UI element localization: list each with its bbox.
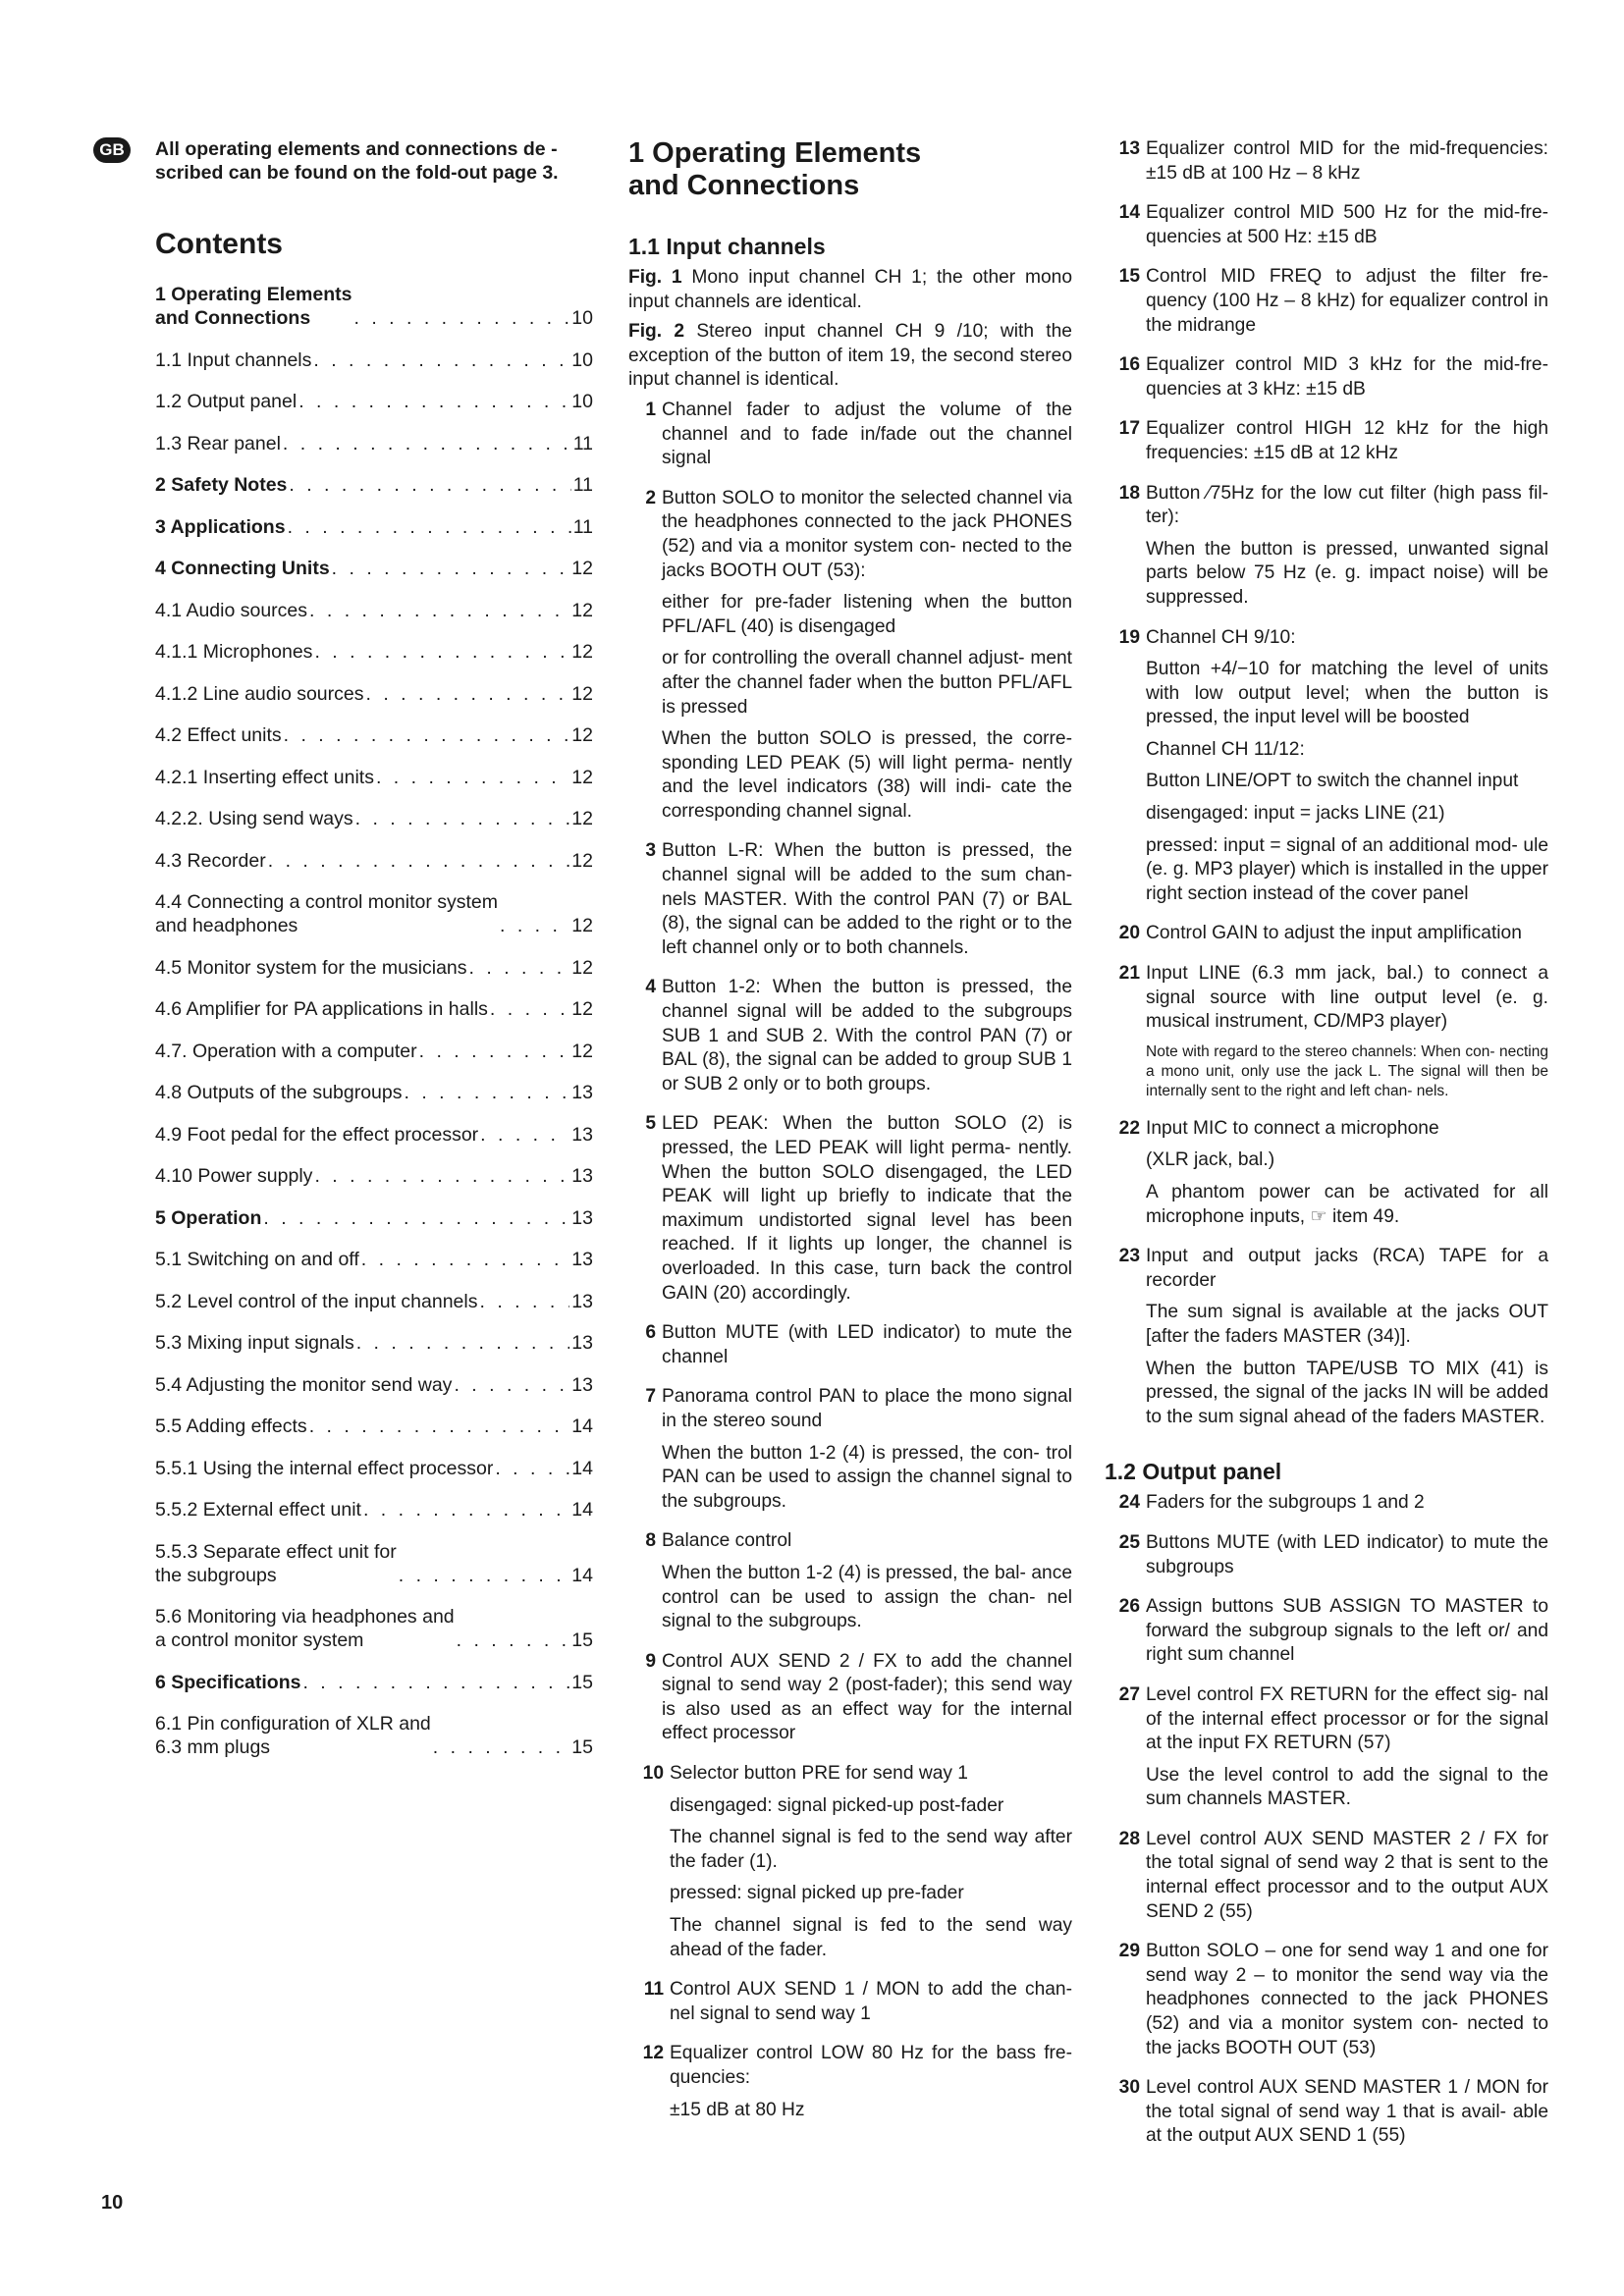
toc-entry-title: 1 Operating Elements and Connections bbox=[155, 284, 352, 329]
toc-entry-page: 11 bbox=[572, 432, 593, 454]
item-body bbox=[1146, 1531, 1548, 1587]
toc-entry-title: 5.3 Mixing input signals bbox=[155, 1332, 354, 1354]
toc-entry-title: 4.10 Power supply bbox=[155, 1165, 313, 1187]
item-number: 6 bbox=[645, 1322, 656, 1344]
toc-entry-title: 1.1 Input channels bbox=[155, 348, 312, 371]
toc-entry[interactable] bbox=[155, 890, 593, 937]
toc-entry-page: 12 bbox=[571, 808, 593, 829]
item-number: 5 bbox=[645, 1113, 656, 1135]
toc-leader bbox=[309, 599, 569, 622]
toc-entry-title: 4.1 Audio sources bbox=[155, 599, 308, 621]
toc-entry-title: 5.4 Adjusting the monitor send way bbox=[155, 1373, 453, 1396]
contents-column bbox=[90, 137, 596, 1778]
language-badge: GB bbox=[93, 137, 131, 163]
toc-entry[interactable] bbox=[155, 997, 593, 1021]
toc-entry-title: 4.3 Recorder bbox=[155, 849, 266, 872]
item-paragraph: Button +4/−10 for matching the level of units with low output level; when the button is pressed, the input level will be boosted bbox=[1146, 659, 1548, 728]
toc-leader bbox=[490, 997, 569, 1021]
toc-entry[interactable] bbox=[155, 1123, 593, 1147]
item-body bbox=[670, 2042, 1072, 2130]
item-paragraph: Balance control bbox=[662, 1530, 792, 1552]
item-body bbox=[1146, 137, 1548, 193]
item-list bbox=[628, 399, 1072, 2130]
item-number: 26 bbox=[1118, 1596, 1140, 1618]
toc-entry-title: 5.5.1 Using the internal effect processor bbox=[155, 1457, 494, 1479]
item-number: 9 bbox=[645, 1650, 656, 1672]
item-body bbox=[1146, 353, 1548, 409]
toc-entry-page: 15 bbox=[571, 1671, 593, 1693]
item-9 bbox=[628, 1650, 1072, 1754]
item-paragraph: either for pre-fader listening when the button PFL/AFL (40) is disengaged bbox=[662, 592, 1072, 637]
item-number: 15 bbox=[1118, 266, 1140, 288]
toc-entry[interactable] bbox=[155, 1712, 593, 1759]
toc-entry-page: 12 bbox=[571, 998, 593, 1020]
toc-leader bbox=[361, 1248, 570, 1271]
item-paragraph: disengaged: input = jacks LINE (21) bbox=[1146, 803, 1445, 825]
fig2-caption: Fig. 2 Stereo input channel CH 9 /10; with the exception of the button of item 19, the second stereo input channel is identical. bbox=[628, 321, 1072, 391]
item-number: 29 bbox=[1118, 1941, 1140, 1962]
toc-entry[interactable] bbox=[155, 956, 593, 980]
item-paragraph: Equalizer control MID 3 kHz for the mid-fre- quencies at 3 kHz: ±15 dB bbox=[1146, 354, 1548, 400]
operating-elements-column-2 bbox=[1105, 137, 1548, 2164]
item-paragraph: pressed: signal picked up pre-fader bbox=[670, 1883, 964, 1904]
toc-entry[interactable] bbox=[155, 348, 593, 372]
operating-elements-column bbox=[628, 137, 1072, 2138]
item-body bbox=[1146, 1117, 1548, 1237]
item-25 bbox=[1105, 1531, 1548, 1587]
toc-entry-page: 13 bbox=[571, 1249, 593, 1270]
item-1 bbox=[628, 399, 1072, 479]
toc-entry-page: 12 bbox=[571, 1040, 593, 1062]
toc-entry-page: 12 bbox=[571, 956, 593, 979]
item-list bbox=[1105, 1491, 1548, 2157]
item-paragraph: Channel fader to adjust the volume of the channel and to fade in/fade out the channel signal bbox=[662, 399, 1072, 469]
toc-entry[interactable] bbox=[155, 766, 593, 789]
toc-entry-title: 5.5.3 Separate effect unit for the subgroups bbox=[155, 1540, 397, 1586]
item-6 bbox=[628, 1321, 1072, 1377]
toc-leader bbox=[433, 1735, 570, 1759]
item-3 bbox=[628, 839, 1072, 968]
item-paragraph: When the button is pressed, unwanted signal parts below 75 Hz (e. g. impact noise) will be suppressed. bbox=[1146, 538, 1548, 608]
item-paragraph: Use the level control to add the signal to the sum channels MASTER. bbox=[1146, 1764, 1548, 1810]
toc-entry-page: 12 bbox=[571, 641, 593, 663]
toc-entry-page: 12 bbox=[571, 915, 593, 936]
toc-entry[interactable] bbox=[155, 1040, 593, 1063]
toc-entry-page: 14 bbox=[571, 1457, 593, 1479]
toc-entry-page: 12 bbox=[571, 766, 593, 788]
toc-entry-page: 15 bbox=[571, 1629, 593, 1651]
item-body bbox=[662, 1650, 1072, 1754]
item-number: 20 bbox=[1118, 923, 1140, 944]
item-paragraph: Equalizer control HIGH 12 kHz for the high frequencies: ±15 dB at 12 kHz bbox=[1146, 418, 1548, 463]
item-body bbox=[1146, 1940, 1548, 2068]
toc-entry[interactable] bbox=[155, 1248, 593, 1271]
toc-entry-title: 5.2 Level control of the input channels bbox=[155, 1290, 478, 1312]
item-paragraph: A phantom power can be activated for all microphone inputs, ☞ item 49. bbox=[1146, 1182, 1548, 1227]
item-number: 28 bbox=[1118, 1828, 1140, 1849]
item-paragraph: Button ⁄75Hz for the low cut filter (high pass fil- ter): bbox=[1146, 482, 1548, 528]
toc-entry[interactable] bbox=[155, 723, 593, 747]
toc-leader bbox=[314, 1164, 569, 1188]
contents-title: Contents bbox=[155, 228, 283, 260]
toc-leader bbox=[332, 557, 570, 580]
toc-entry-page: 14 bbox=[571, 1499, 593, 1521]
toc-entry[interactable] bbox=[155, 557, 593, 580]
item-paragraph: Buttons MUTE (with LED indicator) to mute the subgroups bbox=[1146, 1531, 1548, 1577]
item-paragraph: The sum signal is available at the jacks OUT [after the faders MASTER (34)]. bbox=[1146, 1302, 1548, 1347]
toc-entry-page: 14 bbox=[571, 1564, 593, 1586]
item-number: 12 bbox=[642, 2043, 664, 2064]
item-paragraph: Control GAIN to adjust the input amplification bbox=[1146, 923, 1522, 944]
item-note: Note with regard to the stereo channels: When con- necting a mono unit, only use the jack L. The signal will then be internally sent to the right and left chan- nels. bbox=[1146, 1042, 1548, 1099]
toc-entry-page: 11 bbox=[572, 474, 593, 496]
toc-entry[interactable] bbox=[155, 1605, 593, 1652]
toc-entry-page: 13 bbox=[571, 1332, 593, 1354]
item-body bbox=[662, 1321, 1072, 1377]
item-number: 7 bbox=[645, 1386, 656, 1408]
item-number: 25 bbox=[1118, 1531, 1140, 1553]
toc-leader bbox=[263, 1206, 569, 1230]
toc-leader bbox=[355, 807, 570, 830]
item-paragraph: Channel CH 11/12: bbox=[1146, 738, 1305, 760]
toc-entry[interactable] bbox=[155, 1415, 593, 1438]
toc-entry[interactable] bbox=[155, 473, 593, 497]
item-body bbox=[662, 1112, 1072, 1313]
toc-entry-title: 4.8 Outputs of the subgroups bbox=[155, 1082, 403, 1103]
toc-entry-page: 11 bbox=[572, 515, 593, 538]
toc-entry-title: 5 Operation bbox=[155, 1206, 262, 1229]
item-paragraph: Input MIC to connect a microphone bbox=[1146, 1117, 1439, 1139]
item-number: 22 bbox=[1118, 1117, 1140, 1139]
item-paragraph: Selector button PRE for send way 1 bbox=[670, 1763, 968, 1785]
toc-leader bbox=[314, 640, 569, 664]
item-paragraph: Equalizer control LOW 80 Hz for the bass fre- quencies: bbox=[670, 2043, 1072, 2088]
item-number: 1 bbox=[645, 399, 656, 420]
item-number: 16 bbox=[1118, 354, 1140, 376]
toc-leader bbox=[480, 1123, 569, 1147]
toc-entry[interactable] bbox=[155, 1373, 593, 1397]
item-number: 21 bbox=[1118, 963, 1140, 985]
item-body bbox=[1146, 265, 1548, 346]
item-2 bbox=[628, 487, 1072, 832]
item-28 bbox=[1105, 1828, 1548, 1932]
toc-leader bbox=[479, 1290, 569, 1313]
toc-entry-page: 13 bbox=[571, 1082, 593, 1103]
item-number: 19 bbox=[1118, 626, 1140, 648]
item-number: 11 bbox=[643, 1979, 664, 2001]
item-26 bbox=[1105, 1595, 1548, 1676]
item-29 bbox=[1105, 1940, 1548, 2068]
toc-leader bbox=[457, 1629, 570, 1652]
item-paragraph: Control MID FREQ to adjust the filter fre- quency (100 Hz – 8 kHz) for equalizer control in the midrange bbox=[1146, 266, 1548, 336]
toc-leader bbox=[405, 1081, 570, 1104]
toc-leader bbox=[353, 306, 569, 330]
toc-entry[interactable] bbox=[155, 599, 593, 622]
item-23 bbox=[1105, 1245, 1548, 1437]
item-paragraph: Equalizer control MID 500 Hz for the mid-fre- quencies at 500 Hz: ±15 dB bbox=[1146, 202, 1548, 247]
item-number: 3 bbox=[645, 840, 656, 862]
subsection-input-channels: 1.1 Input channels bbox=[628, 234, 826, 259]
item-number: 27 bbox=[1118, 1683, 1140, 1705]
item-paragraph: Panorama control PAN to place the mono signal in the stereo sound bbox=[662, 1386, 1072, 1431]
toc-leader bbox=[454, 1373, 569, 1397]
toc-entry-page: 13 bbox=[571, 1373, 593, 1396]
item-body bbox=[1146, 1595, 1548, 1676]
item-body bbox=[662, 399, 1072, 479]
toc-leader bbox=[356, 1331, 570, 1355]
item-paragraph: The channel signal is fed to the send way ahead of the fader. bbox=[670, 1915, 1072, 1960]
item-paragraph: Control AUX SEND 2 / FX to add the channel signal to send way 2 (post-fader); this send way is also used as an effect way for the internal effect processor bbox=[662, 1650, 1072, 1744]
toc-entry-page: 13 bbox=[571, 1290, 593, 1312]
item-body bbox=[1146, 417, 1548, 473]
toc-entry-page: 10 bbox=[571, 307, 593, 329]
toc-entry-page: 14 bbox=[571, 1415, 593, 1437]
item-paragraph: When the button 1-2 (4) is pressed, the bal- ance control can be used to assign the chan- nel signal to the subgroups. bbox=[662, 1562, 1072, 1632]
toc-leader bbox=[376, 766, 569, 789]
toc-entry-title: 5.5 Adding effects bbox=[155, 1415, 307, 1437]
toc-entry[interactable] bbox=[155, 1164, 593, 1188]
toc-entry-title: 6 Specifications bbox=[155, 1671, 301, 1693]
toc-entry[interactable] bbox=[155, 1498, 593, 1522]
item-24 bbox=[1105, 1491, 1548, 1523]
item-paragraph: Level control FX RETURN for the effect sig- nal of the internal effect processor or for the signal at the input FX RETURN (57) bbox=[1146, 1683, 1548, 1754]
item-paragraph: pressed: input = signal of an additional mod- ule (e. g. MP3 player) which is installed in the upper right section instead of the cover panel bbox=[1146, 834, 1548, 904]
item-30 bbox=[1105, 2076, 1548, 2157]
toc-entry-title: 1.2 Output panel bbox=[155, 391, 298, 412]
toc-entry-title: 5.6 Monitoring via headphones and a control monitor system bbox=[155, 1606, 455, 1651]
item-body bbox=[662, 839, 1072, 968]
item-17 bbox=[1105, 417, 1548, 473]
item-body bbox=[670, 1978, 1072, 2034]
toc-leader bbox=[399, 1564, 570, 1587]
item-number: 10 bbox=[642, 1763, 664, 1785]
toc-entry-page: 13 bbox=[571, 1123, 593, 1146]
item-20 bbox=[1105, 922, 1548, 954]
item-paragraph: Channel CH 9/10: bbox=[1146, 626, 1296, 648]
section-title: 1 Operating Elements and Connections bbox=[628, 137, 922, 201]
item-15 bbox=[1105, 265, 1548, 346]
item-16 bbox=[1105, 353, 1548, 409]
toc-entry[interactable] bbox=[155, 1540, 593, 1587]
item-paragraph: Button SOLO to monitor the selected channel via the headphones connected to the jack PHONES (52) and via a monitor system con- nected to the jacks BOOTH OUT (53): bbox=[662, 487, 1072, 581]
item-paragraph: Button L-R: When the button is pressed, the channel signal will be added to the sum chan- nels MASTER. With the control PAN (7) or BAL (8), the signal can be added to the right or to the left channel only or to both channels. bbox=[662, 840, 1072, 958]
toc-entry[interactable] bbox=[155, 1331, 593, 1355]
toc-entry-title: 5.5.2 External effect unit bbox=[155, 1499, 361, 1521]
toc-entry-title: 4.4 Connecting a control monitor system and headphones bbox=[155, 891, 499, 936]
item-body bbox=[670, 1762, 1072, 1970]
item-number: 13 bbox=[1118, 138, 1140, 159]
item-number: 8 bbox=[645, 1530, 656, 1552]
item-number: 17 bbox=[1118, 418, 1140, 440]
toc-entry-title: 6.1 Pin configuration of XLR and 6.3 mm plugs bbox=[155, 1713, 431, 1758]
item-22 bbox=[1105, 1117, 1548, 1237]
toc-leader bbox=[302, 1671, 569, 1694]
toc-leader bbox=[289, 473, 570, 497]
toc-entry[interactable] bbox=[155, 807, 593, 830]
item-paragraph: When the button TAPE/USB TO MIX (41) is pressed, the signal of the jacks IN will be added to the sum signal ahead of the faders MASTER. bbox=[1146, 1358, 1548, 1427]
toc-entry[interactable] bbox=[155, 283, 593, 330]
item-paragraph: or for controlling the overall channel adjust- ment after the channel fader when the button PFL/AFL is pressed bbox=[662, 648, 1072, 718]
item-body bbox=[1146, 1245, 1548, 1437]
item-number: 23 bbox=[1118, 1246, 1140, 1267]
item-body bbox=[1146, 962, 1548, 1109]
item-paragraph: Level control AUX SEND MASTER 2 / FX for the total signal of send way 2 that is sent to the internal effect processor and to the output AUX SEND 2 (55) bbox=[1146, 1828, 1548, 1922]
toc-entry-page: 12 bbox=[571, 724, 593, 746]
toc-leader bbox=[298, 390, 569, 413]
toc-entry-title: 4.9 Foot pedal for the effect processor bbox=[155, 1123, 479, 1146]
toc-leader bbox=[268, 849, 570, 873]
toc-entry-page: 10 bbox=[571, 348, 593, 371]
toc-entry-title: 4.2.2. Using send ways bbox=[155, 808, 353, 829]
toc-entry-title: 4.5 Monitor system for the musicians bbox=[155, 956, 467, 979]
subsection-output-panel: 1.2 Output panel bbox=[1105, 1459, 1282, 1485]
toc-entry-title: 2 Safety Notes bbox=[155, 474, 288, 496]
toc-entry-page: 12 bbox=[571, 682, 593, 705]
toc-entry-title: 4.6 Amplifier for PA applications in halls bbox=[155, 998, 488, 1020]
toc-entry-page: 10 bbox=[571, 391, 593, 412]
item-12 bbox=[628, 2042, 1072, 2130]
toc-entry-page: 13 bbox=[571, 1165, 593, 1187]
item-paragraph: Button 1-2: When the button is pressed, the channel signal will be added to the subgroups SUB 1 and SUB 2. With the control PAN (7) or BAL (8), the signal can be added to group SUB 1 or SUB 2 only or to both groups. bbox=[662, 977, 1072, 1095]
toc-entry-title: 4.1.2 Line audio sources bbox=[155, 682, 364, 705]
toc-entry[interactable] bbox=[155, 1081, 593, 1104]
item-number: 30 bbox=[1118, 2077, 1140, 2099]
toc-entry[interactable] bbox=[155, 390, 593, 413]
item-body bbox=[1146, 201, 1548, 257]
toc-entry[interactable] bbox=[155, 1290, 593, 1313]
item-paragraph: The channel signal is fed to the send way after the fader (1). bbox=[670, 1827, 1072, 1872]
toc-leader bbox=[363, 1498, 569, 1522]
item-11 bbox=[628, 1978, 1072, 2034]
toc-leader bbox=[283, 432, 571, 455]
item-list bbox=[1105, 137, 1548, 1437]
toc-leader bbox=[500, 914, 569, 937]
item-number: 14 bbox=[1118, 202, 1140, 224]
item-paragraph: Control AUX SEND 1 / MON to add the chan- nel signal to send way 1 bbox=[670, 1979, 1072, 2024]
item-body bbox=[1146, 922, 1548, 954]
toc-entry[interactable] bbox=[155, 682, 593, 706]
toc-leader bbox=[309, 1415, 570, 1438]
toc-leader bbox=[469, 956, 570, 980]
toc-entry[interactable] bbox=[155, 849, 593, 873]
item-body bbox=[1146, 626, 1548, 915]
toc-entry-title: 4.1.1 Microphones bbox=[155, 641, 313, 663]
item-number: 18 bbox=[1118, 482, 1140, 504]
item-body bbox=[662, 1385, 1072, 1522]
fig1-caption: Fig. 1 Mono input channel CH 1; the other mono input channels are identical. bbox=[628, 267, 1072, 312]
toc-entry-page: 12 bbox=[571, 599, 593, 621]
item-body bbox=[1146, 1683, 1548, 1820]
item-14 bbox=[1105, 201, 1548, 257]
item-body bbox=[662, 1529, 1072, 1641]
item-paragraph: When the button SOLO is pressed, the corre- sponding LED PEAK (5) will light perma- nently and the level indicators (38) will indi- cate the corresponding channel signal. bbox=[662, 728, 1072, 822]
toc-leader bbox=[284, 723, 570, 747]
toc-leader bbox=[313, 348, 569, 372]
item-13 bbox=[1105, 137, 1548, 193]
item-paragraph: Equalizer control MID for the mid-frequencies: ±15 dB at 100 Hz – 8 kHz bbox=[1146, 138, 1548, 184]
toc-entry-title: 3 Applications bbox=[155, 515, 286, 538]
toc-entry-title: 4.7. Operation with a computer bbox=[155, 1040, 417, 1062]
item-paragraph: Button SOLO – one for send way 1 and one for send way 2 – to monitor the send way via the headphones connected to the jack PHONES (52) and via a monitor system con- nected to the jacks BOOTH OUT (53) bbox=[1146, 1941, 1548, 2058]
item-body bbox=[1146, 1828, 1548, 1932]
item-body bbox=[1146, 1491, 1548, 1523]
item-27 bbox=[1105, 1683, 1548, 1820]
item-paragraph: When the button 1-2 (4) is pressed, the con- trol PAN can be used to assign the channel signal to the subgroups. bbox=[662, 1442, 1072, 1512]
item-body bbox=[662, 976, 1072, 1104]
item-body bbox=[1146, 2076, 1548, 2157]
item-paragraph: Assign buttons SUB ASSIGN TO MASTER to forward the subgroup signals to the left or/ and right sum channel bbox=[1146, 1596, 1548, 1666]
toc-entry-title: 4 Connecting Units bbox=[155, 558, 330, 579]
item-21 bbox=[1105, 962, 1548, 1109]
item-paragraph: ±15 dB at 80 Hz bbox=[670, 2099, 805, 2120]
item-paragraph: Button LINE/OPT to switch the channel input bbox=[1146, 771, 1519, 792]
toc-leader bbox=[365, 682, 569, 706]
item-paragraph: Level control AUX SEND MASTER 1 / MON for the total signal of send way 1 that is avail- able at the output AUX SEND 1 (55) bbox=[1146, 2077, 1548, 2147]
item-paragraph: Button MUTE (with LED indicator) to mute the channel bbox=[662, 1322, 1072, 1367]
item-paragraph: Input and output jacks (RCA) TAPE for a recorder bbox=[1146, 1246, 1548, 1291]
toc-entry[interactable] bbox=[155, 432, 593, 455]
toc-entry-page: 12 bbox=[571, 558, 593, 579]
item-number: 24 bbox=[1118, 1492, 1140, 1514]
item-paragraph: (XLR jack, bal.) bbox=[1146, 1149, 1275, 1171]
item-19 bbox=[1105, 626, 1548, 915]
toc-leader bbox=[419, 1040, 570, 1063]
toc-entry[interactable] bbox=[155, 515, 593, 539]
toc-entry[interactable] bbox=[155, 640, 593, 664]
toc-entry-page: 15 bbox=[571, 1736, 593, 1758]
item-4 bbox=[628, 976, 1072, 1104]
item-8 bbox=[628, 1529, 1072, 1641]
table-of-contents bbox=[155, 283, 593, 1759]
item-10 bbox=[628, 1762, 1072, 1970]
item-5 bbox=[628, 1112, 1072, 1313]
toc-entry-title: 1.3 Rear panel bbox=[155, 432, 281, 454]
item-body bbox=[662, 487, 1072, 832]
page-number: 10 bbox=[101, 2192, 124, 2214]
item-18 bbox=[1105, 482, 1548, 618]
item-paragraph: disengaged: signal picked-up post-fader bbox=[670, 1794, 1004, 1816]
toc-leader bbox=[495, 1457, 569, 1480]
toc-entry[interactable] bbox=[155, 1671, 593, 1694]
toc-entry-title: 4.2 Effect units bbox=[155, 724, 282, 746]
item-number: 2 bbox=[645, 487, 656, 508]
item-paragraph: Input LINE (6.3 mm jack, bal.) to connect a signal source with line output level (e. g. musical instrument, CD/MP3 player) bbox=[1146, 963, 1548, 1033]
toc-entry-page: 13 bbox=[571, 1206, 593, 1229]
toc-entry-title: 4.2.1 Inserting effect units bbox=[155, 766, 374, 788]
toc-leader bbox=[288, 515, 571, 539]
item-number: 4 bbox=[645, 977, 656, 998]
intro-note: All operating elements and connections de - scribed can be found on the fold-out page 3. bbox=[155, 138, 559, 184]
item-7 bbox=[628, 1385, 1072, 1522]
toc-entry[interactable] bbox=[155, 1457, 593, 1480]
item-body bbox=[1146, 482, 1548, 618]
item-paragraph: Faders for the subgroups 1 and 2 bbox=[1146, 1492, 1425, 1514]
toc-entry-title: 5.1 Switching on and off bbox=[155, 1249, 359, 1270]
toc-entry-page: 12 bbox=[571, 849, 593, 872]
toc-entry[interactable] bbox=[155, 1206, 593, 1230]
item-paragraph: LED PEAK: When the button SOLO (2) is pressed, the LED PEAK will light perma- nently. When the button SOLO disengaged, the LED PEAK will light up briefly to indicate that the maximum undistorted signal level has been reached. If it lights up longer, the channel is overloaded. In this case, turn back the control GAIN (20) accordingly. bbox=[662, 1113, 1072, 1304]
